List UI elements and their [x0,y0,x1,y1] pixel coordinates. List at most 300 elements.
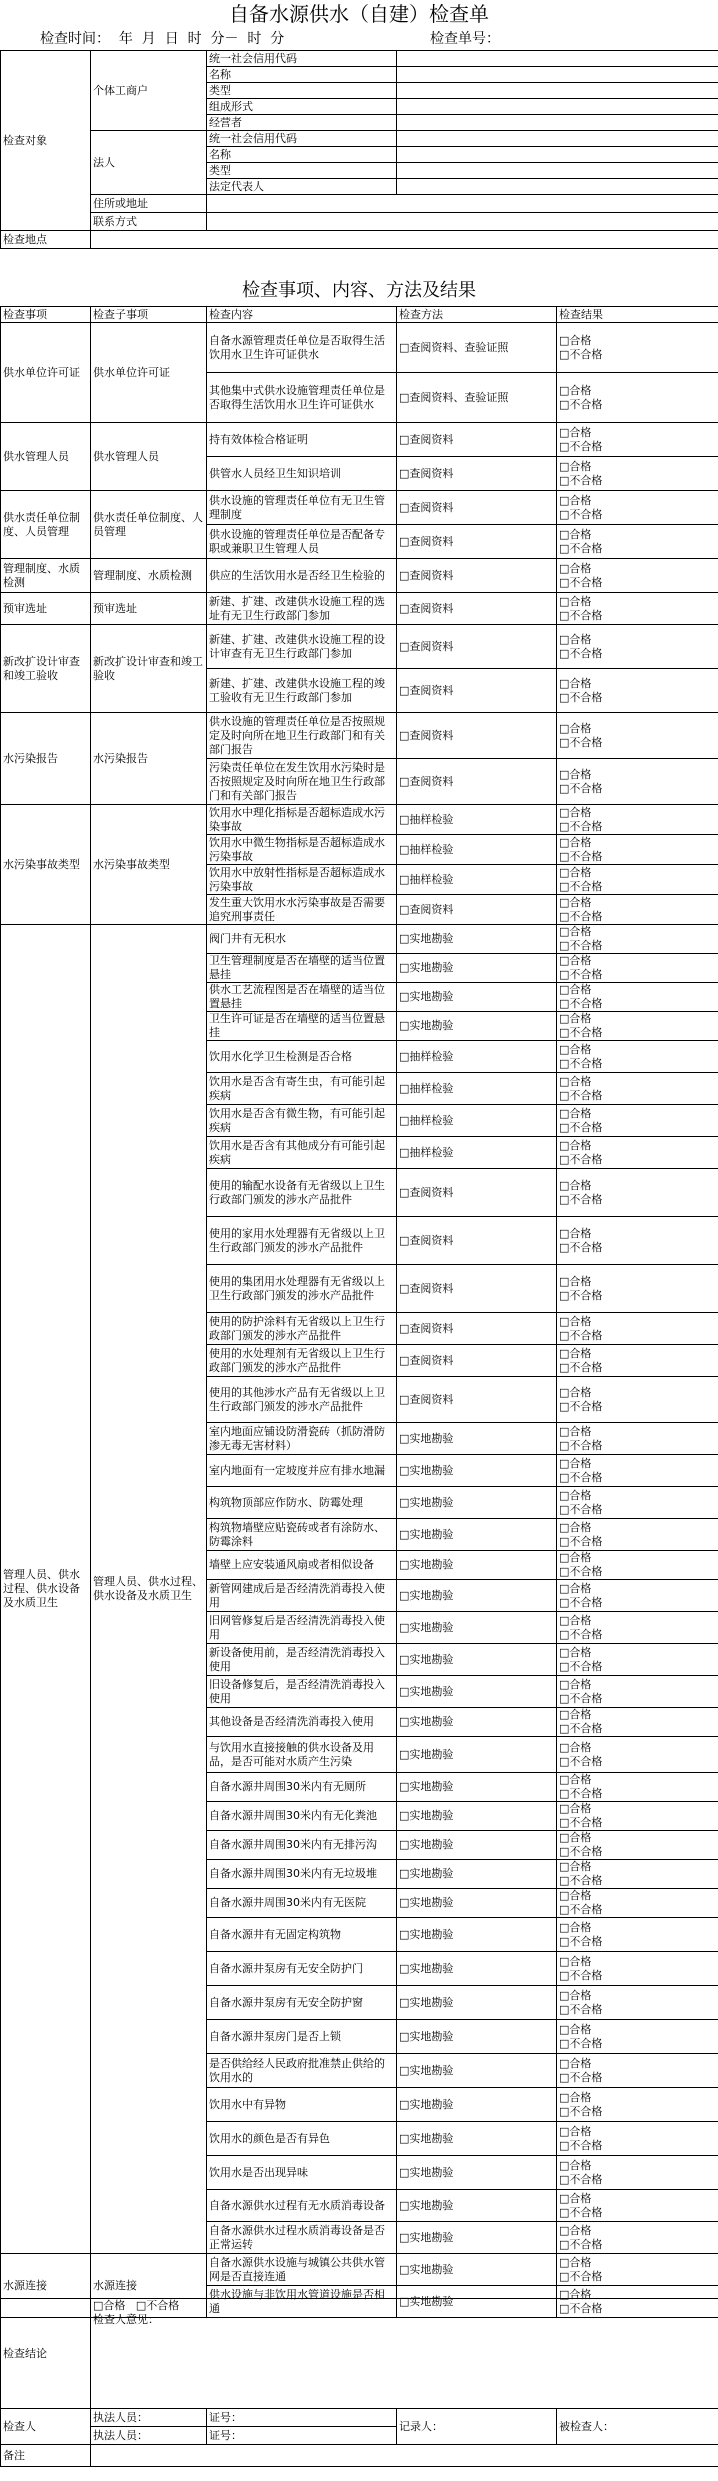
pass-checkbox[interactable]: □合格 [559,1138,592,1152]
fail-checkbox[interactable]: □不合格 [559,735,603,749]
fail-checkbox[interactable]: □不合格 [559,879,603,893]
inspection-method-checkbox[interactable]: □实地勘验 [397,1737,557,1773]
fail-checkbox[interactable]: □不合格 [559,1968,603,1982]
inspection-result [557,2122,718,2156]
legal-field: 法定代表人 [207,179,397,195]
address-value[interactable] [207,195,718,213]
inspection-method-checkbox[interactable]: □实地勘验 [397,2222,557,2254]
inspection-method-checkbox[interactable]: □实地勘验 [397,2054,557,2088]
inspection-content: 自备水源井泵房有无安全防护窗 [207,1986,397,2020]
inspection-content: 其他集中式供水设施管理责任单位是否取得生活饮用水卫生许可证供水 [207,373,397,423]
fail-checkbox[interactable]: □不合格 [559,2237,603,2251]
fail-checkbox[interactable]: □不合格 [559,819,603,833]
pass-checkbox[interactable]: □合格 [559,2124,592,2138]
fail-checkbox[interactable]: □不合格 [559,575,603,589]
inspection-method-checkbox[interactable]: □实地勘验 [397,1802,557,1831]
fail-checkbox[interactable]: □不合格 [559,997,603,1010]
individual-field-value[interactable] [397,67,718,83]
inspection-method-checkbox[interactable]: □实地勘验 [397,1580,557,1612]
inspection-method-checkbox[interactable]: □实地勘验 [397,1487,557,1519]
fail-checkbox[interactable]: □不合格 [559,541,603,555]
fail-checkbox[interactable]: □不合格 [559,1438,603,1452]
inspection-result [557,1455,718,1487]
inspection-result [557,1918,718,1952]
pass-checkbox[interactable]: □合格 [559,983,592,996]
inspection-method-checkbox[interactable]: □抽样检验 [397,805,557,835]
individual-field-value[interactable] [397,115,718,131]
inspection-method-checkbox[interactable]: □实地勘验 [397,1952,557,1986]
inspection-result [557,1423,718,1455]
fail-checkbox[interactable]: □不合格 [559,2205,603,2219]
inspection-method-checkbox[interactable]: □实地勘验 [397,1519,557,1551]
fail-checkbox[interactable]: □不合格 [559,1240,603,1254]
inspection-content: 饮用水中微生物指标是否超标造成水污染事故 [207,835,397,865]
pass-checkbox[interactable]: □合格 [559,1314,592,1328]
inspection-result [557,1265,718,1313]
fail-checkbox[interactable]: □不合格 [559,1595,603,1609]
inspection-content: 使用的防护涂料有无省级以上卫生行政部门颁发的涉水产品批件 [207,1313,397,1345]
inspection-content: 饮用水中理化指标是否超标造成水污染事故 [207,805,397,835]
pass-checkbox[interactable]: □合格 [559,594,592,608]
inspection-result [557,1487,718,1519]
inspection-content: 卫生许可证是否在墙壁的适当位置悬挂 [207,1012,397,1041]
pass-checkbox[interactable]: □合格 [559,527,592,541]
column-header: 检查子事项 [91,307,207,323]
fail-checkbox[interactable]: □不合格 [559,909,603,923]
pass-checkbox[interactable]: □合格 [559,1385,592,1399]
pass-checkbox[interactable]: □合格 [559,721,592,735]
fail-checkbox[interactable]: □不合格 [559,1120,603,1134]
fail-checkbox[interactable]: □不合格 [559,2070,603,2084]
inspection-method-checkbox[interactable]: □查阅资料 [397,423,557,457]
pass-checkbox[interactable]: □合格 [559,2223,592,2237]
fail-checkbox[interactable]: □不合格 [559,473,603,487]
inspection-result [557,1580,718,1612]
inspection-content: 旧设备修复后，是否经清洗消毒投入使用 [207,1676,397,1708]
fail-checkbox[interactable]: □不合格 [559,1934,603,1948]
inspection-method-checkbox[interactable]: □实地勘验 [397,1708,557,1737]
legal-field-value[interactable] [397,179,718,195]
fail-checkbox[interactable]: □不合格 [559,1787,603,1800]
inspection-method-checkbox[interactable]: □实地勘验 [397,2156,557,2190]
pass-checkbox[interactable]: □合格 [559,2255,592,2269]
inspection-content: 饮用水是否出现异味 [207,2156,397,2190]
inspection-item: 管理制度、水质检测 [1,559,91,593]
enforcer-label: 执法人员： [91,2409,207,2427]
fail-checkbox[interactable]: □不合格 [559,1816,603,1829]
legal-field: 类型 [207,163,397,179]
pass-checkbox[interactable]: □合格 [559,383,592,397]
inspection-method-checkbox[interactable]: □查阅资料 [397,457,557,491]
pass-checkbox[interactable]: □合格 [559,1226,592,1240]
inspection-method-checkbox[interactable]: □抽样检验 [397,1041,557,1073]
inspection-result [557,835,718,865]
pass-checkbox[interactable]: □合格 [559,1708,592,1721]
inspection-content: 供水工艺流程图是否在墙壁的适当位置悬挂 [207,983,397,1012]
inspection-method-checkbox[interactable]: □实地勘验 [397,1831,557,1860]
pass-checkbox[interactable]: □合格 [559,1920,592,1934]
pass-checkbox[interactable]: □合格 [559,1178,592,1192]
inspection-item: 水污染报告 [1,713,91,805]
inspection-result [557,1737,718,1773]
inspection-method-checkbox[interactable]: □抽样检验 [397,1073,557,1105]
fail-checkbox[interactable]: □不合格 [559,781,603,795]
fail-checkbox[interactable]: □不合格 [559,939,603,952]
pass-checkbox[interactable]: □合格 [559,1424,592,1438]
inspection-method-checkbox[interactable]: □查阅资料 [397,1169,557,1217]
pass-checkbox[interactable]: □合格 [559,1581,592,1595]
pass-checkbox[interactable]: □合格 [559,2287,592,2301]
legal-field-value[interactable] [397,147,718,163]
inspection-result [557,323,718,373]
legal-field-value[interactable] [397,131,718,147]
inspection-method-checkbox[interactable]: □实地勘验 [397,1423,557,1455]
inspection-result [557,1860,718,1889]
fail-checkbox[interactable]: □不合格 [559,2269,603,2283]
inspection-method-checkbox[interactable]: □查阅资料 [397,525,557,559]
individual-field: 统一社会信用代码 [207,51,397,67]
inspection-result [557,2190,718,2222]
inspection-method-checkbox[interactable]: □实地勘验 [397,1676,557,1708]
inspection-subitem: 水污染事故类型 [91,805,207,925]
object-info-table [0,50,718,249]
pass-checkbox[interactable]: □合格 [559,1042,592,1056]
inspection-result [557,1644,718,1676]
fail-checkbox[interactable]: □不合格 [559,397,603,411]
pass-checkbox[interactable]: □合格 [559,1954,592,1968]
inspection-item: 水污染事故类型 [1,805,91,925]
conclusion-table [0,2298,718,2467]
inspection-method-checkbox[interactable]: □实地勘验 [397,1918,557,1952]
inspection-content: 供水设施与非饮用水管道设施是否相通 [207,2286,397,2318]
inspection-time-label: 检查时间： 年 月 日 时 分－ 时 分 [40,31,285,47]
pass-checkbox[interactable]: □合格 [559,865,592,879]
fail-checkbox[interactable]: □不合格 [559,1722,603,1735]
fail-checkbox[interactable]: □不合格 [559,1691,603,1705]
fail-checkbox[interactable]: □不合格 [559,2301,603,2315]
inspection-result [557,1217,718,1265]
section-title: 检查事项、内容、方法及结果 [242,280,476,301]
fail-checkbox[interactable]: □不合格 [559,1659,603,1673]
column-header: 检查方法 [397,307,557,323]
pass-checkbox[interactable]: □合格 [559,493,592,507]
inspection-content: 使用的集团用水处理器有无省级以上卫生行政部门颁发的涉水产品批件 [207,1265,397,1313]
inspection-content: 自备水源井周围30米内有无排污沟 [207,1831,397,1860]
fail-checkbox[interactable]: □不合格 [559,507,603,521]
inspection-method-checkbox[interactable]: □实地勘验 [397,1455,557,1487]
inspection-result [557,1041,718,1073]
pass-checkbox[interactable]: □合格 [559,925,592,938]
fail-checkbox[interactable]: □不合格 [559,1056,603,1070]
inspection-method-checkbox[interactable]: □查阅资料、查验证照 [397,373,557,423]
pass-checkbox[interactable]: □合格 [559,459,592,473]
inspection-content: 使用的输配水设备有无省级以上卫生行政部门颁发的涉水产品批件 [207,1169,397,1217]
inspection-result [557,1519,718,1551]
fail-checkbox[interactable]: □不合格 [559,1288,603,1302]
inspection-content: 阀门井有无积水 [207,925,397,954]
inspection-result [557,491,718,525]
pass-checkbox[interactable]: □合格 [559,767,592,781]
fail-checkbox[interactable]: □不合格 [559,1399,603,1413]
inspection-method-checkbox[interactable]: □查阅资料、查验证照 [397,323,557,373]
fail-checkbox[interactable]: □不合格 [559,1192,603,1206]
conclusion-area [91,2299,718,2409]
column-header: 检查事项 [1,307,91,323]
inspection-method-checkbox[interactable]: □查阅资料 [397,1345,557,1377]
pass-checkbox[interactable]: □合格 [559,425,592,439]
inspection-method-checkbox[interactable]: □实地勘验 [397,2122,557,2156]
fail-checkbox[interactable]: □不合格 [559,439,603,453]
fail-checkbox[interactable]: □不合格 [559,1088,603,1102]
inspection-content: 新建、扩建、改建供水设施工程的选址有无卫生行政部门参加 [207,593,397,625]
inspection-subitem: 供水管理人员 [91,423,207,491]
inspection-result [557,1802,718,1831]
inspection-method-checkbox[interactable]: □实地勘验 [397,1551,557,1580]
pass-checkbox[interactable]: □合格 [559,1645,592,1659]
inspection-method-checkbox[interactable]: □实地勘验 [397,2190,557,2222]
inspection-method-checkbox[interactable]: □查阅资料 [397,1377,557,1423]
inspection-content: 墙壁上应安装通风扇或者相似设备 [207,1551,397,1580]
inspection-content: 使用的水处理剂有无省级以上卫生行政部门颁发的涉水产品批件 [207,1345,397,1377]
individual-field-value[interactable] [397,83,718,99]
fail-checkbox[interactable]: □不合格 [559,1360,603,1374]
pass-checkbox[interactable]: □合格 [559,1520,592,1534]
pass-checkbox[interactable]: □合格 [559,1860,592,1873]
site-value[interactable] [91,231,718,249]
inspection-subitem: 新改扩设计审查和竣工验收 [91,625,207,713]
pass-checkbox[interactable]: □合格 [559,676,592,690]
fail-checkbox[interactable]: □不合格 [135,2299,180,2312]
inspection-subitem: 管理人员、供水过程、供水设备及水质卫生 [91,925,207,2254]
pass-checkbox[interactable]: □合格 [559,561,592,575]
pass-checkbox[interactable]: □合格 [559,1106,592,1120]
pass-checkbox[interactable]: □合格 [559,1740,592,1754]
fail-checkbox[interactable]: □不合格 [559,1903,603,1916]
fail-checkbox[interactable]: □不合格 [559,1565,603,1578]
pass-checkbox[interactable]: □合格 [93,2299,126,2312]
inspection-result [557,1612,718,1644]
inspection-method-checkbox[interactable]: □实地勘验 [397,983,557,1012]
fail-checkbox[interactable]: □不合格 [559,2104,603,2118]
inspection-method-checkbox[interactable]: □实地勘验 [397,1612,557,1644]
inspection-result [557,1986,718,2020]
inspection-method-checkbox[interactable]: □实地勘验 [397,1012,557,1041]
inspection-subitem: 水污染报告 [91,713,207,805]
inspection-method-checkbox[interactable]: □抽样检验 [397,1137,557,1169]
fail-checkbox[interactable]: □不合格 [559,1754,603,1768]
inspection-result [557,373,718,423]
fail-checkbox[interactable]: □不合格 [559,1152,603,1166]
fail-checkbox[interactable]: □不合格 [559,608,603,622]
pass-checkbox[interactable]: □合格 [559,2191,592,2205]
fail-checkbox[interactable]: □不合格 [559,1534,603,1548]
fail-checkbox[interactable]: □不合格 [559,1470,603,1484]
fail-checkbox[interactable]: □不合格 [559,1502,603,1516]
cert-label: 证号： [207,2409,397,2427]
fail-checkbox[interactable]: □不合格 [559,849,603,863]
inspection-result [557,457,718,491]
pass-checkbox[interactable]: □合格 [559,1488,592,1502]
inspection-method-checkbox[interactable]: □实地勘验 [397,2020,557,2054]
pass-checkbox[interactable]: □合格 [559,1012,592,1025]
legal-field-value[interactable] [397,163,718,179]
inspection-content: 使用的其他涉水产品有无省级以上卫生行政部门颁发的涉水产品批件 [207,1377,397,1423]
fail-checkbox[interactable]: □不合格 [559,968,603,981]
inspection-result [557,1551,718,1580]
fail-checkbox[interactable]: □不合格 [559,1328,603,1342]
inspection-method-checkbox[interactable]: □实地勘验 [397,2088,557,2122]
inspection-result [557,1073,718,1105]
pass-checkbox[interactable]: □合格 [559,895,592,909]
fail-checkbox[interactable]: □不合格 [559,2002,603,2016]
inspection-item: 预审选址 [1,593,91,625]
pass-checkbox[interactable]: □合格 [559,632,592,646]
inspection-method-checkbox[interactable]: □查阅资料 [397,593,557,625]
inspection-method-checkbox[interactable]: □查阅资料 [397,1265,557,1313]
pass-checkbox[interactable]: □合格 [559,1346,592,1360]
inspection-result [557,1952,718,1986]
pass-checkbox[interactable]: □合格 [559,1456,592,1470]
inspection-method-checkbox[interactable]: □查阅资料 [397,625,557,669]
inspection-method-checkbox[interactable]: □查阅资料 [397,669,557,713]
individual-field-value[interactable] [397,99,718,115]
inspection-method-checkbox[interactable]: □查阅资料 [397,713,557,759]
inspection-result [557,925,718,954]
fail-checkbox[interactable]: □不合格 [559,347,603,361]
inspection-method-checkbox[interactable]: □实地勘验 [397,1889,557,1918]
individual-field-value[interactable] [397,51,718,67]
fail-checkbox[interactable]: □不合格 [559,1627,603,1641]
object-label: 检查对象 [1,51,91,231]
inspection-method-checkbox[interactable]: □实地勘验 [397,1986,557,2020]
inspection-result [557,983,718,1012]
inspection-method-checkbox[interactable]: □实地勘验 [397,925,557,954]
inspection-result [557,669,718,713]
inspection-result [557,895,718,925]
inspection-result [557,593,718,625]
fail-checkbox[interactable]: □不合格 [559,690,603,704]
inspection-method-checkbox[interactable]: □实地勘验 [397,1644,557,1676]
fail-checkbox[interactable]: □不合格 [559,1845,603,1858]
fail-checkbox[interactable]: □不合格 [559,646,603,660]
form-subheader [0,28,718,50]
inspection-result [557,525,718,559]
pass-checkbox[interactable]: □合格 [559,1551,592,1564]
remark-value[interactable] [91,2445,718,2467]
inspection-method-checkbox[interactable]: □查阅资料 [397,1313,557,1345]
pass-checkbox[interactable]: □合格 [559,1773,592,1786]
inspection-content: 室内地面有一定坡度并应有排水地漏 [207,1455,397,1487]
fail-checkbox[interactable]: □不合格 [559,2172,603,2186]
inspection-result [557,865,718,895]
inspection-result [557,1012,718,1041]
pass-checkbox[interactable]: □合格 [559,2022,592,2036]
inspection-method-checkbox[interactable]: □实地勘验 [397,2286,557,2318]
inspection-method-checkbox[interactable]: □查阅资料 [397,1217,557,1265]
pass-checkbox[interactable]: □合格 [559,1831,592,1844]
inspection-content: 自备水源供水过程水质消毒设备是否正常运转 [207,2222,397,2254]
inspection-result [557,2054,718,2088]
inspection-method-checkbox[interactable]: □实地勘验 [397,954,557,983]
enforcer-label: 执法人员： [91,2427,207,2445]
inspection-method-checkbox[interactable]: □抽样检验 [397,865,557,895]
inspection-content: 自备水源供水过程有无水质消毒设备 [207,2190,397,2222]
inspection-content: 构筑物顶部应作防水、防霉处理 [207,1487,397,1519]
inspection-result [557,423,718,457]
conclusion-label: 检查结论 [1,2299,91,2409]
pass-checkbox[interactable]: □合格 [559,1274,592,1288]
pass-checkbox[interactable]: □合格 [559,1677,592,1691]
inspection-items-table [0,306,718,2318]
inspection-item: 新改扩设计审查和竣工验收 [1,625,91,713]
fail-checkbox[interactable]: □不合格 [559,2036,603,2050]
inspection-content: 构筑物墙壁应贴瓷砖或者有涂防水、防霉涂料 [207,1519,397,1551]
pass-checkbox[interactable]: □合格 [559,805,592,819]
inspection-method-checkbox[interactable]: □抽样检验 [397,1105,557,1137]
pass-checkbox[interactable]: □合格 [559,835,592,849]
inspection-item: 供水责任单位制度、人员管理 [1,491,91,559]
inspection-result [557,759,718,805]
inspection-content: 自备水源井泵房有无安全防护门 [207,1952,397,1986]
inspection-content: 供应的生活饮用水是否经卫生检验的 [207,559,397,593]
inspection-content: 使用的家用水处理器有无省级以上卫生行政部门颁发的涉水产品批件 [207,1217,397,1265]
pass-checkbox[interactable]: □合格 [559,2090,592,2104]
pass-checkbox[interactable]: □合格 [559,333,592,347]
inspection-result [557,2254,718,2286]
contact-value[interactable] [207,213,718,231]
inspection-result [557,713,718,759]
pass-checkbox[interactable]: □合格 [559,1074,592,1088]
inspection-result [557,1889,718,1918]
legal-label: 法人 [91,131,207,195]
pass-checkbox[interactable]: □合格 [559,2158,592,2172]
inspection-method-checkbox[interactable]: □实地勘验 [397,1773,557,1802]
inspection-method-checkbox[interactable]: □查阅资料 [397,491,557,525]
inspection-result [557,1313,718,1345]
inspection-method-checkbox[interactable]: □查阅资料 [397,559,557,593]
inspection-method-checkbox[interactable]: □实地勘验 [397,2254,557,2286]
individual-label: 个体工商户 [91,51,207,131]
inspection-content: 是否供给经人民政府批准禁止供给的饮用水的 [207,2054,397,2088]
inspection-content: 其他设备是否经清洗消毒投入使用 [207,1708,397,1737]
inspection-result [557,1676,718,1708]
inspection-subitem: 管理制度、水质检测 [91,559,207,593]
inspection-result [557,1169,718,1217]
inspection-method-checkbox[interactable]: □抽样检验 [397,835,557,865]
pass-checkbox[interactable]: □合格 [559,954,592,967]
inspection-item: 供水单位许可证 [1,323,91,423]
pass-checkbox[interactable]: □合格 [559,1889,592,1902]
inspection-method-checkbox[interactable]: □查阅资料 [397,759,557,805]
inspection-method-checkbox[interactable]: □实地勘验 [397,1860,557,1889]
legal-field: 名称 [207,147,397,163]
inspected-label: 被检查人： [557,2409,718,2445]
inspection-content: 饮用水中有异物 [207,2088,397,2122]
pass-checkbox[interactable]: □合格 [559,1613,592,1627]
pass-checkbox[interactable]: □合格 [559,2056,592,2070]
inspection-content: 供管水人员经卫生知识培训 [207,457,397,491]
fail-checkbox[interactable]: □不合格 [559,2138,603,2152]
pass-checkbox[interactable]: □合格 [559,1802,592,1815]
inspection-content: 饮用水中放射性指标是否超标造成水污染事故 [207,865,397,895]
fail-checkbox[interactable]: □不合格 [559,1874,603,1887]
inspection-number-label: 检查单号： [430,31,500,47]
pass-checkbox[interactable]: □合格 [559,1988,592,2002]
fail-checkbox[interactable]: □不合格 [559,1026,603,1039]
inspection-content: 自备水源井周围30米内有无厕所 [207,1773,397,1802]
inspection-result [557,1345,718,1377]
inspection-method-checkbox[interactable]: □查阅资料 [397,895,557,925]
